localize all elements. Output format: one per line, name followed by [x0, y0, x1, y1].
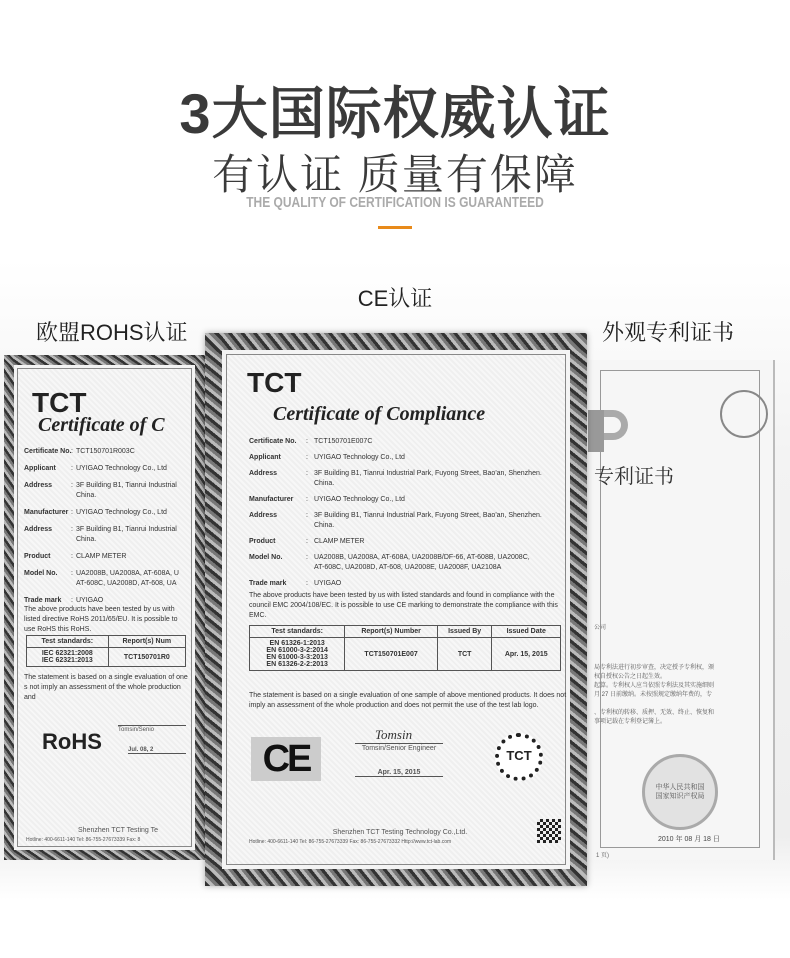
patent-text-line: 月 27 日前缴纳。未按照规定缴纳年费的，专: [594, 692, 713, 698]
standard: IEC 62321:2008: [41, 650, 93, 657]
field-label: Manufacturer: [24, 509, 69, 516]
issue-date: 2010 年 08 月 18 日: [658, 836, 720, 843]
rohs-mark: RoHS: [42, 729, 102, 754]
footer-contact: Hotline: 400-6611-140 Tel: 86-755-27673339 Fax: 86-755-27673332 Http://www.tct-lab.com: [249, 839, 452, 845]
field-colon: :: [71, 509, 73, 516]
test-table: [249, 625, 561, 671]
patent-text-line: 局专利法进行初步审查，决定授予专利权，颁: [594, 665, 715, 671]
standard: EN 61000-3-3:2013: [266, 654, 328, 661]
field-colon: :: [71, 526, 73, 533]
test-table: [26, 635, 186, 667]
certificate-title: Certificate of Compliance: [273, 403, 486, 425]
page-subtitle: 有认证 质量有保障: [212, 151, 578, 198]
national-seal-icon: [642, 754, 718, 830]
field-label: Applicant: [24, 465, 56, 472]
report-number: TCT150701R0: [108, 648, 185, 667]
field-colon: :: [306, 554, 308, 561]
compliance-text: The above products have been tested by us with listed standards and found in compliance with the council EMC 2004/108/EC. It is possible to use CE marking to demonstrate the compliance with this EMC.: [249, 592, 558, 619]
tct-seal-icon: TCT: [495, 733, 543, 781]
table-header: Issued Date: [492, 626, 561, 638]
table-header: Test standards:: [27, 636, 109, 648]
field-colon: :: [71, 597, 73, 604]
tct-logo: TCT: [32, 387, 87, 418]
table-header: Test standards:: [250, 626, 345, 638]
field-value: UYIGAO Technology Co., Ltd: [314, 496, 405, 503]
issued-date: Apr. 15, 2015: [492, 638, 561, 671]
patent-text-line: 事项记载在专利登记簿上。: [594, 719, 667, 725]
caption-rohs: 欧盟ROHS认证: [36, 320, 188, 345]
field-colon: :: [71, 553, 73, 560]
field-colon: :: [306, 496, 308, 503]
field-label: Certificate No.: [249, 438, 297, 445]
tct-logo: TCT: [247, 367, 302, 398]
field-colon: :: [306, 580, 308, 587]
field-label: Product: [249, 538, 276, 545]
ce-certificate: [205, 333, 587, 886]
field-value: UYIGAO: [76, 597, 104, 604]
field-colon: :: [71, 448, 73, 455]
field-value: TCT150701E007C: [314, 438, 373, 445]
field-value: UYIGAO Technology Co., Ltd: [314, 454, 405, 461]
standard: IEC 62321:2013: [41, 657, 93, 664]
footer-company: Shenzhen TCT Testing Te: [78, 827, 159, 834]
field-value: 3F Building B1, Tianrui Industrial China.: [76, 482, 177, 499]
field-label: Address: [24, 526, 53, 533]
field-label: Model No.: [249, 554, 283, 561]
report-number: TCT150701E007: [345, 638, 438, 671]
field-value: CLAMP METER: [76, 553, 127, 560]
compliance-text: The above products have been tested by us with listed directive RoHS 2011/65/EU. It is possible to use RoHS this RoHS.: [24, 606, 178, 633]
field-colon: :: [71, 482, 73, 489]
field-value: UYIGAO: [314, 580, 342, 587]
field-value: UA2008B, UA2008A, AT-608A, U AT-608C, UA2008D, AT-608, UA: [76, 570, 179, 587]
field-value: 3F Building B1, Tianrui Industrial Park, Fuyong Street, Bao'an, Shenzhen. China.: [314, 470, 542, 487]
signature: Tomsin: [375, 727, 413, 742]
field-value: UYIGAO Technology Co., Ltd: [76, 465, 167, 472]
field-value: CLAMP METER: [314, 538, 365, 545]
company: 公司: [594, 625, 607, 631]
field-value: 3F Building B1, Tianrui Industrial Park, Fuyong Street, Bao'an, Shenzhen. China.: [314, 512, 542, 529]
field-colon: :: [306, 470, 308, 477]
field-label: Model No.: [24, 570, 58, 577]
stamp-icon: [720, 390, 768, 438]
patent-title: 专利证书: [594, 466, 674, 488]
sign-date: Jul. 08, 2: [128, 747, 186, 754]
page-indicator: 1 页): [596, 853, 610, 859]
field-value: 3F Building B1, Tianrui Industrial China.: [76, 526, 177, 543]
field-value: UA2008B, UA2008A, AT-608A, UA2008B/DF-66, AT-608B, UA2008C, AT-608C, UA2008D, AT-608, UA2008E, UA2008F, UA2108A: [314, 554, 530, 571]
issued-by: TCT: [437, 638, 492, 671]
qr-code-icon: [537, 819, 561, 843]
patent-certificate: [560, 360, 775, 860]
patent-text-line: 权自授权公告之日起生效。: [594, 674, 667, 680]
field-colon: :: [306, 454, 308, 461]
statement: The statement is based on a single evaluation of one sample of above mentioned products. It does not imply an assessment of the whole production and does not permit the use of the test lab logo.: [249, 692, 567, 709]
statement: The statement is based on a single evaluation of one s not imply an assessment of the whole production and: [24, 674, 188, 701]
field-colon: :: [71, 570, 73, 577]
patent-logo-icon: [588, 410, 604, 452]
standard: EN 61326-2-2:2013: [266, 661, 328, 668]
signer: Tomsin/Senior Engineer: [355, 743, 443, 752]
standard: EN 61000-3-2:2014: [266, 647, 328, 654]
certificate-title: Certificate of C: [38, 414, 165, 436]
caption-patent: 外观专利证书: [602, 320, 735, 345]
field-value: UYIGAO Technology Co., Ltd: [76, 509, 167, 516]
field-value: TCT150701R003C: [76, 448, 135, 455]
field-colon: :: [306, 512, 308, 519]
field-label: Trade mark: [249, 580, 287, 587]
field-label: Certificate No.: [24, 448, 72, 455]
patent-text-line: 、专利权的转移、质押、无效、终止、恢复和: [594, 710, 715, 716]
signer: Tomsin/Senio: [118, 725, 186, 733]
patent-text-line: 起算。专利权人应当依照专利法及其实施细则: [594, 683, 715, 689]
table-header: Report(s) Number: [345, 626, 438, 638]
sign-date: Apr. 15, 2015: [355, 769, 443, 777]
field-label: Address: [249, 512, 278, 519]
field-label: Applicant: [249, 454, 281, 461]
table-header: Report(s) Num: [108, 636, 185, 648]
field-colon: :: [306, 438, 308, 445]
ce-mark: CE: [251, 737, 321, 781]
field-label: Trade mark: [24, 597, 62, 604]
page-title: 3大国际权威认证: [179, 82, 611, 145]
footer-company: Shenzhen TCT Testing Technology Co.,Ltd.: [332, 829, 468, 836]
field-label: Manufacturer: [249, 496, 294, 503]
seal-text: 中华人民共和国国家知识产权局: [655, 784, 705, 800]
field-label: Address: [24, 482, 53, 489]
standard: EN 61326-1:2013: [269, 640, 325, 647]
field-label: Address: [249, 470, 278, 477]
footer-contact: Hotline: 400-6611-140 Tel: 86-755-27673339 Fax: 8: [26, 837, 141, 843]
rohs-certificate: [4, 355, 205, 860]
accent-divider: [378, 226, 412, 229]
english-tagline: THE QUALITY OF CERTIFICATION IS GUARANTEED: [246, 194, 544, 211]
caption-ce: CE认证: [357, 286, 433, 311]
field-colon: :: [306, 538, 308, 545]
table-header: Issued By: [437, 626, 492, 638]
field-label: Product: [24, 553, 51, 560]
field-colon: :: [71, 465, 73, 472]
